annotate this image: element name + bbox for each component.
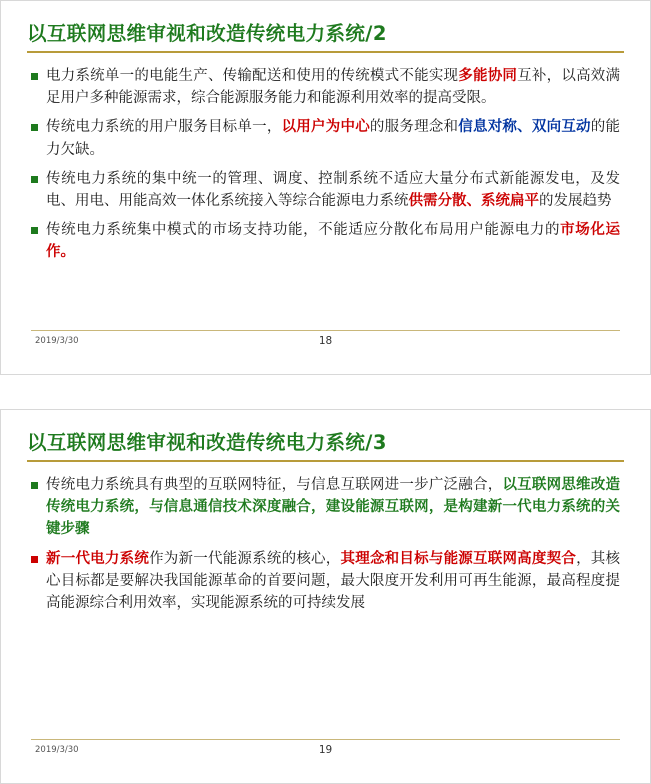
text-run-highlight: 新一代电力系统 bbox=[46, 550, 150, 567]
bullet-square-icon bbox=[31, 556, 38, 563]
list-item bbox=[31, 474, 620, 540]
slide-19 bbox=[0, 409, 651, 784]
slide-18 bbox=[0, 0, 651, 375]
footer-date: 2019/3/30 bbox=[35, 745, 79, 755]
list-item bbox=[31, 168, 620, 212]
list-item bbox=[31, 65, 620, 109]
bullet-square-icon bbox=[31, 176, 38, 183]
list-item-text bbox=[46, 168, 620, 212]
bullet-square-icon bbox=[31, 227, 38, 234]
list-item bbox=[31, 116, 620, 160]
text-run: 的发展趋势 bbox=[539, 192, 612, 209]
list-item-text bbox=[46, 548, 620, 614]
page-number: 18 bbox=[318, 335, 333, 347]
text-run-highlight: 多能协同 bbox=[458, 68, 518, 85]
footer-divider bbox=[31, 330, 620, 331]
text-run-highlight: 供需分散、系统扁平 bbox=[408, 192, 539, 209]
text-run: 传统电力系统具有典型的互联网特征，与信息互联网进一步广泛融合， bbox=[46, 477, 503, 494]
bullet-square-icon bbox=[31, 73, 38, 80]
text-run: 的能力欠缺。 bbox=[46, 119, 621, 158]
list-item-text bbox=[46, 65, 620, 109]
text-run-highlight: 其理念和目标与能源互联网高度契合 bbox=[340, 550, 577, 567]
list-item bbox=[31, 219, 620, 263]
list-item-text bbox=[46, 116, 620, 160]
text-run-highlight: 以互联网思维改造传统电力系统，与信息通信技术深度融合，建设能源互联网，是构建新一代电力系统的关键步骤 bbox=[46, 477, 621, 538]
text-run: 的服务理念和 bbox=[369, 119, 459, 136]
slide-body bbox=[1, 53, 650, 262]
slide-footer bbox=[1, 739, 650, 783]
text-run: 传统电力系统的集中统一的管理、调度、控制系统不适应大量分布式新能源发电，及发电、用电、用能高效一体化系统接入等综合能源电力系统 bbox=[46, 170, 620, 209]
list-item-text bbox=[46, 474, 620, 540]
text-run-highlight: 以用户为中心 bbox=[281, 119, 370, 136]
text-run-highlight: 信息对称、双向互动 bbox=[458, 119, 591, 136]
page-title: 以互联网思维审视和改造传统电力系统/2 bbox=[27, 22, 387, 45]
slide-body bbox=[1, 462, 650, 613]
text-run: ，其核心目标都是要解决我国能源革命的首要问题，最大限度开发利用可再生能源，最高程度提高能源综合利用效率，实现能源系统的可持续发展 bbox=[46, 550, 621, 611]
text-run: 传统电力系统集中模式的市场支持功能，不能适应分散化布局用户能源电力的 bbox=[46, 221, 561, 238]
bullet-square-icon bbox=[31, 482, 38, 489]
slide-title-area bbox=[1, 410, 650, 462]
text-run: 互补，以高效满足用户多种能源需求，综合能源服务能力和能源利用效率的提高受限。 bbox=[46, 68, 621, 107]
page-title: 以互联网思维审视和改造传统电力系统/3 bbox=[27, 431, 387, 454]
page-number: 19 bbox=[318, 744, 333, 756]
slide-footer bbox=[1, 330, 650, 374]
list-item-text bbox=[46, 219, 620, 263]
bullet-square-icon bbox=[31, 124, 38, 131]
text-run: 电力系统单一的电能生产、传输配送和使用的传统模式不能实现 bbox=[46, 68, 459, 85]
list-item bbox=[31, 548, 620, 614]
text-run: 传统电力系统的用户服务目标单一， bbox=[46, 119, 282, 136]
footer-divider bbox=[31, 739, 620, 740]
slide-title-area bbox=[1, 1, 650, 53]
footer-date: 2019/3/30 bbox=[35, 336, 79, 346]
text-run-highlight: 市场化运作。 bbox=[46, 221, 621, 260]
text-run: 作为新一代能源系统的核心， bbox=[149, 550, 341, 567]
